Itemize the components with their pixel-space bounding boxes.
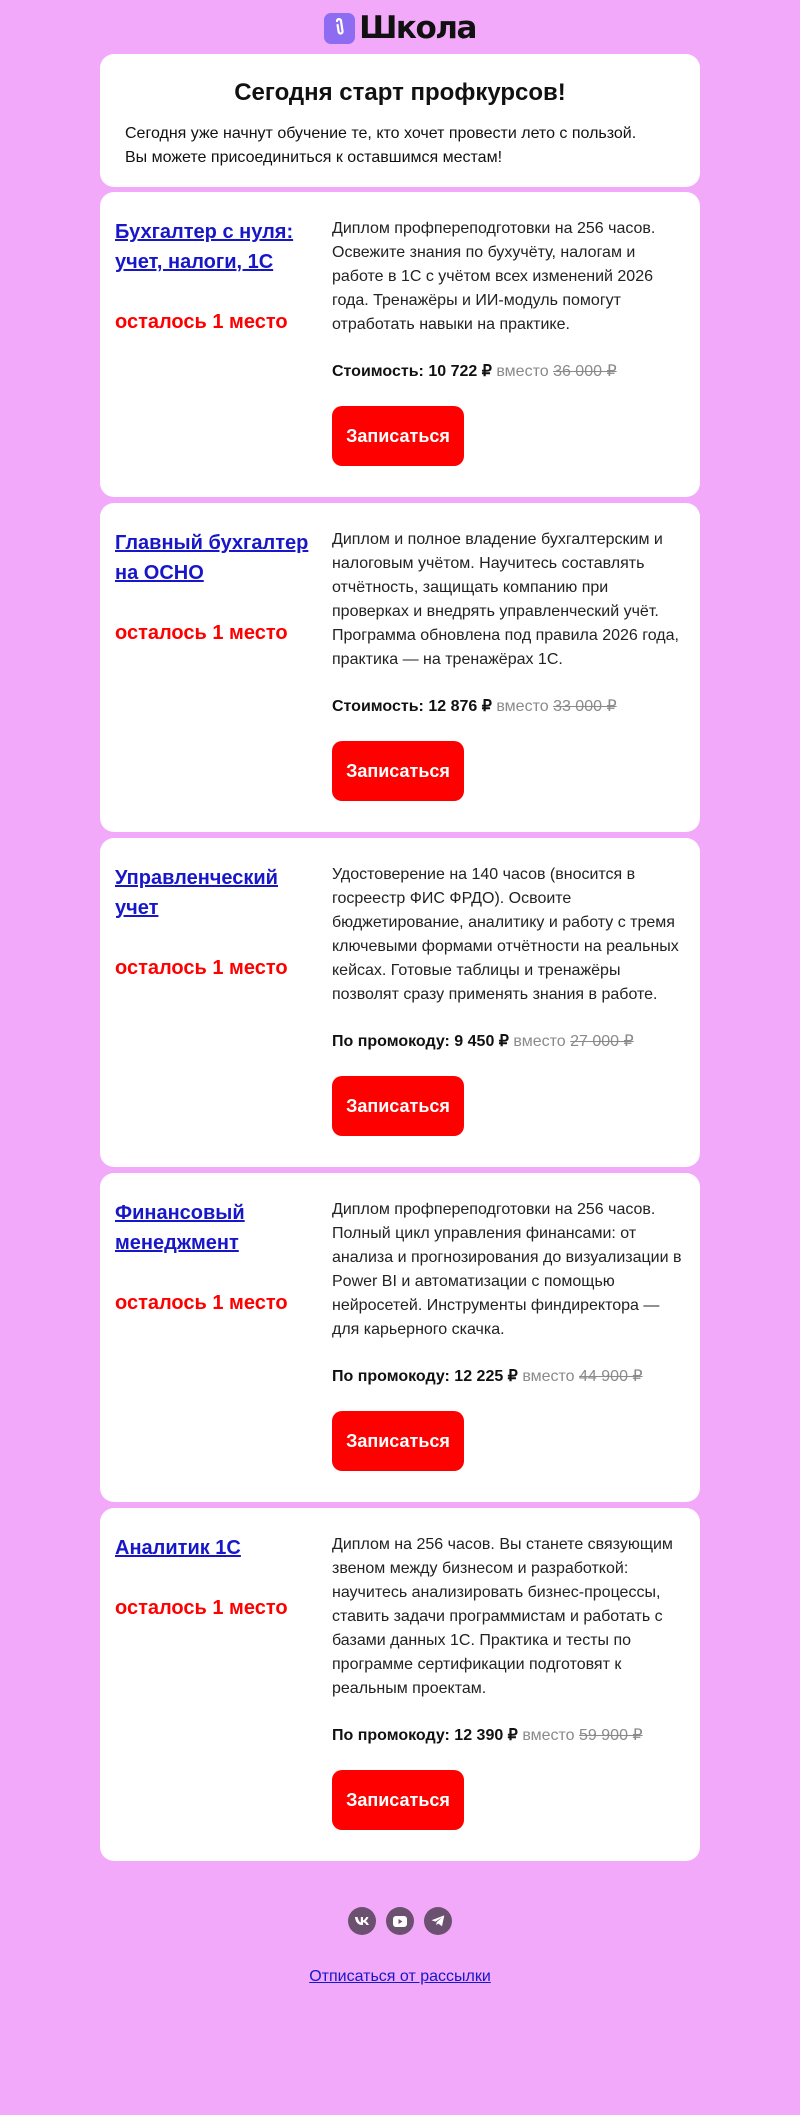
old-price: 59 900 ₽ <box>579 1727 643 1744</box>
price-instead: вместо <box>513 1033 566 1050</box>
enroll-button[interactable]: Записаться <box>332 741 464 801</box>
price-label: По промокоду: <box>332 1368 450 1385</box>
youtube-icon[interactable] <box>386 1907 414 1935</box>
course-card <box>100 1508 700 1861</box>
school-logo[interactable] <box>0 12 800 44</box>
price-value: 10 722 ₽ <box>428 363 492 380</box>
price-instead: вместо <box>496 698 549 715</box>
paperclip-icon <box>324 13 355 44</box>
unsubscribe-link[interactable]: Отписаться от рассылки <box>309 1968 491 1985</box>
price-label: Стоимость: <box>332 363 424 380</box>
old-price: 33 000 ₽ <box>553 698 617 715</box>
course-description: Диплом профпереподготовки на 256 часов. Освежите знания по бухучёту, налогам и работе в 1С с учётом всех изменений 2026 года. Тренажёры и ИИ-модуль помогут отработать навыки на практике. <box>332 220 656 333</box>
price-label: Стоимость: <box>332 698 424 715</box>
price-instead: вместо <box>522 1727 575 1744</box>
course-title-link[interactable]: Финансовый менеджмент <box>115 1202 245 1254</box>
course-price <box>332 1365 692 1389</box>
course-title-link[interactable]: Управленческий учет <box>115 867 278 919</box>
telegram-icon[interactable] <box>424 1907 452 1935</box>
course-price <box>332 1724 692 1748</box>
seats-left-label: осталось 1 место <box>115 1292 288 1314</box>
course-price <box>332 695 692 719</box>
course-price <box>332 360 692 384</box>
course-description: Диплом на 256 часов. Вы станете связующим звеном между бизнесом и разработкой: научитесь анализировать бизнес-процессы, ставить задачи программистам и работать с базами данных 1С. Практика и тесты по программе сертификации подготовят к реальным проектам. <box>332 1536 673 1697</box>
intro-title: Сегодня старт профкурсов! <box>234 79 566 106</box>
old-price: 27 000 ₽ <box>570 1033 634 1050</box>
course-title-link[interactable]: Главный бухгалтер на ОСНО <box>115 532 309 584</box>
intro-card <box>100 54 700 187</box>
seats-left-label: осталось 1 место <box>115 957 288 979</box>
intro-text <box>125 122 685 170</box>
seats-left-label: осталось 1 место <box>115 1597 288 1619</box>
course-card <box>100 838 700 1167</box>
seats-left-label: осталось 1 место <box>115 622 288 644</box>
price-value: 9 450 ₽ <box>454 1033 509 1050</box>
price-value: 12 390 ₽ <box>454 1727 518 1744</box>
price-value: 12 225 ₽ <box>454 1368 518 1385</box>
course-description: Диплом и полное владение бухгалтерским и налоговым учётом. Научитесь составлять отчётность, защищать компанию при проверках и внедрять управленческий учёт. Программа обновлена под правила 2026 года, практика — на тренажёрах 1С. <box>332 531 679 668</box>
enroll-button[interactable]: Записаться <box>332 1411 464 1471</box>
seats-left-label: осталось 1 место <box>115 311 288 333</box>
social-links <box>0 1907 800 1935</box>
price-instead: вместо <box>496 363 549 380</box>
enroll-button[interactable]: Записаться <box>332 1076 464 1136</box>
intro-line-2: Вы можете присоединиться к оставшимся местам! <box>125 149 503 166</box>
price-instead: вместо <box>522 1368 575 1385</box>
price-label: По промокоду: <box>332 1033 450 1050</box>
price-label: По промокоду: <box>332 1727 450 1744</box>
course-card <box>100 192 700 497</box>
old-price: 44 900 ₽ <box>579 1368 643 1385</box>
course-description: Диплом профпереподготовки на 256 часов. Полный цикл управления финансами: от анализа и прогнозирования до визуализации в Power BI и автоматизации с помощью нейросетей. Инструменты финдиректора — для карьерного скачка. <box>332 1201 682 1338</box>
price-value: 12 876 ₽ <box>428 698 492 715</box>
course-title-link[interactable]: Аналитик 1С <box>115 1537 241 1559</box>
course-price <box>332 1030 692 1054</box>
course-card <box>100 503 700 832</box>
course-title-link[interactable]: Бухгалтер с нуля: учет, налоги, 1С <box>115 221 294 273</box>
course-card <box>100 1173 700 1502</box>
old-price: 36 000 ₽ <box>553 363 617 380</box>
course-description: Удостоверение на 140 часов (вносится в госреестр ФИС ФРДО). Освоите бюджетирование, аналитику и работу с тремя ключевыми формами отчётности на реальных кейсах. Готовые таблицы и тренажёры позволят сразу применять знания в работе. <box>332 866 679 1003</box>
intro-line-1: Сегодня уже начнут обучение те, кто хочет провести лето с пользой. <box>125 125 637 142</box>
enroll-button[interactable]: Записаться <box>332 406 464 466</box>
enroll-button[interactable]: Записаться <box>332 1770 464 1830</box>
logo-text: Школа <box>359 10 476 46</box>
vk-icon[interactable] <box>348 1907 376 1935</box>
